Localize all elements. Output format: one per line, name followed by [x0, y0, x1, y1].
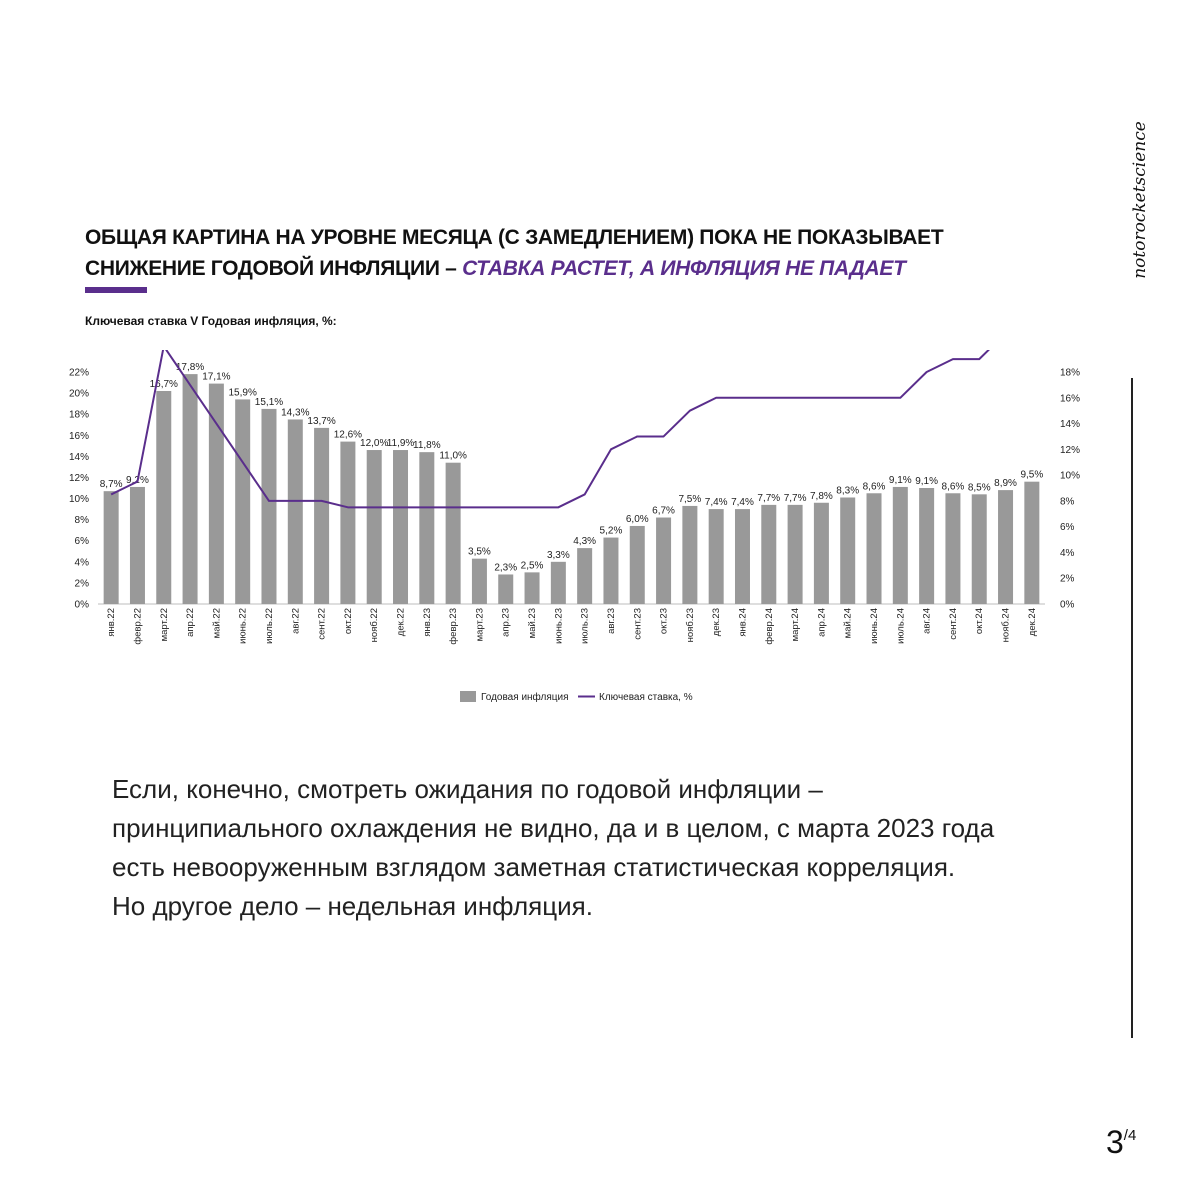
bar-data-label: 7,4% [731, 497, 754, 509]
bar-inflation [1024, 482, 1039, 604]
y-left-tick-label: 0% [74, 599, 89, 611]
x-tick-label: апр.23 [500, 608, 512, 637]
page-title [85, 222, 1045, 284]
bar-data-label: 8,6% [941, 481, 965, 493]
bar-inflation [104, 491, 119, 604]
x-tick-label: сент.24 [947, 608, 959, 640]
bar-inflation [814, 503, 829, 604]
x-tick-label: май.24 [842, 608, 854, 639]
y-left-tick-label: 2% [74, 578, 89, 590]
x-tick-label: авг.24 [921, 608, 933, 634]
y-left-tick-label: 16% [68, 430, 89, 442]
bar-data-label: 8,3% [836, 485, 860, 497]
bar-inflation [893, 487, 908, 604]
bar-inflation [498, 574, 513, 604]
legend-label-key-rate: Ключевая ставка, % [599, 692, 693, 703]
title-accent: СТАВКА РАСТЕТ, А ИНФЛЯЦИЯ НЕ ПАДАЕТ [462, 257, 906, 280]
bar-data-label: 16,7% [149, 378, 178, 390]
bar-data-label: 7,8% [810, 490, 833, 502]
bar-inflation [525, 572, 540, 604]
bar-inflation [419, 452, 434, 604]
bar-inflation [735, 509, 750, 604]
x-tick-label: май.22 [211, 608, 223, 639]
y-right-tick-label: 4% [1060, 547, 1075, 559]
bar-data-label: 17,8% [175, 362, 205, 374]
x-tick-label: нояб.23 [684, 608, 696, 643]
bar-data-label: 13,7% [307, 415, 336, 427]
bar-data-label: 15,9% [228, 387, 257, 399]
title-main: ОБЩАЯ КАРТИНА НА УРОВНЕ МЕСЯЦА (С ЗАМЕДЛЕНИЕМ) ПОКА НЕ ПОКАЗЫВАЕТ СНИЖЕНИЕ ГОДОВОЙ ИНФЛЯЦИИ – [85, 226, 944, 280]
y-left-tick-label: 8% [74, 515, 89, 527]
bar-data-label: 6,7% [652, 505, 675, 517]
x-tick-label: окт.23 [658, 608, 670, 635]
bar-data-label: 7,7% [757, 492, 781, 504]
bar-data-label: 14,3% [281, 407, 310, 419]
bar-inflation [840, 497, 855, 604]
bar-inflation [709, 509, 724, 604]
bar-data-label: 7,7% [783, 492, 807, 504]
body-text [112, 770, 1012, 926]
bar-data-label: 7,4% [704, 497, 728, 509]
bar-inflation [603, 538, 618, 604]
bar-inflation [867, 493, 882, 604]
y-right-tick-label: 18% [1060, 367, 1081, 379]
bar-data-label: 6,0% [625, 513, 649, 525]
x-tick-label: февр.24 [763, 608, 775, 645]
brand-logo [1128, 100, 1152, 300]
bar-data-label: 2,3% [494, 562, 518, 574]
bar-inflation [367, 450, 382, 604]
x-tick-label: апр.22 [185, 608, 197, 637]
x-tick-label: авг.22 [290, 608, 302, 634]
bar-inflation [393, 450, 408, 604]
bar-data-label: 3,3% [546, 549, 570, 561]
bar-data-label: 3,5% [468, 546, 491, 558]
bar-inflation [340, 442, 355, 604]
x-tick-label: янв.24 [737, 608, 749, 637]
bar-inflation [156, 391, 171, 604]
legend-label-inflation: Годовая инфляция [481, 692, 569, 703]
bar-data-label: 15,1% [254, 396, 284, 408]
bar-inflation [130, 487, 145, 604]
x-tick-label: июнь.22 [237, 608, 249, 644]
x-tick-label: май.23 [527, 608, 539, 639]
x-tick-label: июнь.23 [553, 608, 565, 644]
bar-inflation [972, 494, 987, 604]
bar-inflation [314, 428, 329, 604]
page-counter [1106, 1124, 1136, 1161]
y-left-tick-label: 14% [68, 451, 89, 463]
bar-data-label: 12,6% [333, 429, 363, 441]
x-tick-label: февр.23 [448, 608, 460, 645]
y-right-tick-label: 14% [1060, 419, 1081, 431]
bar-data-label: 11,0% [439, 450, 467, 462]
title-underline [85, 287, 147, 293]
x-tick-label: нояб.22 [369, 608, 381, 643]
x-tick-label: дек.24 [1026, 608, 1038, 637]
brand-wordmark: notorocketscience [1130, 121, 1150, 279]
body-paragraph-1: Если, конечно, смотреть ожидания по годовой инфляции – принципиального охлаждения не видно, да и в целом, с марта 2023 года есть невооруженным взглядом заметная статистическая корреляция. [112, 774, 995, 882]
y-right-tick-label: 0% [1060, 599, 1075, 611]
bar-inflation [761, 505, 776, 604]
x-tick-label: сент.23 [632, 608, 644, 640]
bar-inflation [551, 562, 566, 604]
y-right-tick-label: 2% [1060, 573, 1075, 585]
bar-inflation [577, 548, 592, 604]
chart [0, 350, 1100, 720]
bar-data-label: 4,3% [573, 536, 597, 548]
bar-inflation [682, 506, 697, 604]
x-tick-label: июнь.24 [869, 608, 881, 644]
x-tick-label: март.22 [158, 608, 170, 642]
y-left-tick-label: 6% [74, 536, 89, 548]
bar-data-label: 2,5% [520, 560, 544, 572]
legend-swatch-inflation [460, 691, 476, 702]
x-tick-label: окт.24 [974, 608, 986, 635]
bar-inflation [656, 518, 671, 604]
bar-inflation [998, 490, 1013, 604]
bar-inflation [288, 419, 303, 604]
y-right-tick-label: 8% [1060, 496, 1075, 508]
y-left-tick-label: 12% [68, 472, 89, 484]
bar-data-label: 11,9% [386, 438, 415, 450]
x-tick-label: февр.22 [132, 608, 144, 645]
bar-data-label: 17,1% [202, 371, 231, 383]
y-right-tick-label: 12% [1060, 444, 1081, 456]
x-tick-label: апр.24 [816, 608, 828, 637]
bar-inflation [261, 409, 276, 604]
bar-data-label: 7,5% [678, 493, 702, 505]
x-tick-label: янв.23 [421, 608, 433, 637]
y-left-tick-label: 4% [74, 557, 89, 569]
bar-data-label: 12,0% [360, 438, 389, 450]
x-tick-label: авг.23 [605, 608, 617, 634]
bar-data-label: 5,2% [599, 525, 623, 537]
y-left-tick-label: 20% [68, 388, 89, 400]
bar-data-label: 8,6% [862, 481, 886, 493]
x-tick-label: сент.22 [316, 608, 328, 640]
x-tick-label: март.23 [474, 608, 486, 642]
bar-data-label: 9,1% [888, 474, 912, 486]
bar-data-label: 11,8% [413, 440, 441, 452]
page-current: 3 [1106, 1124, 1124, 1160]
bar-inflation [472, 559, 487, 604]
x-tick-label: июль.24 [895, 608, 907, 644]
y-left-tick-label: 18% [68, 409, 89, 421]
x-tick-label: июль.23 [579, 608, 591, 644]
y-right-tick-label: 10% [1060, 470, 1081, 482]
x-tick-label: дек.22 [395, 608, 407, 637]
bar-inflation [788, 505, 803, 604]
page-total: /4 [1123, 1127, 1137, 1144]
bar-inflation [919, 488, 934, 604]
y-left-tick-label: 10% [68, 494, 89, 506]
bar-data-label: 8,7% [99, 479, 123, 491]
x-tick-label: окт.22 [342, 608, 354, 635]
chart-caption: Ключевая ставка V Годовая инфляция, %: [85, 314, 337, 328]
bar-data-label: 9,5% [1020, 469, 1044, 481]
bar-data-label: 8,9% [994, 478, 1017, 490]
bar-inflation [235, 399, 250, 604]
x-tick-label: нояб.24 [1000, 608, 1012, 643]
bar-inflation [183, 374, 198, 604]
right-divider [1131, 378, 1133, 1038]
bar-data-label: 9,2% [126, 474, 149, 486]
bar-data-label: 8,5% [967, 482, 991, 494]
x-tick-label: янв.22 [106, 608, 118, 637]
body-paragraph-2: Но другое дело – недельная инфляция. [112, 891, 593, 921]
bar-data-label: 9,1% [915, 476, 939, 487]
bar-inflation [630, 526, 645, 604]
y-right-tick-label: 6% [1060, 522, 1075, 534]
x-tick-label: март.24 [790, 608, 802, 642]
x-tick-label: июль.22 [263, 608, 275, 644]
y-right-tick-label: 16% [1060, 393, 1081, 405]
bar-inflation [446, 463, 461, 604]
bar-inflation [945, 493, 960, 604]
x-tick-label: дек.23 [711, 608, 723, 637]
y-left-tick-label: 22% [68, 367, 89, 379]
